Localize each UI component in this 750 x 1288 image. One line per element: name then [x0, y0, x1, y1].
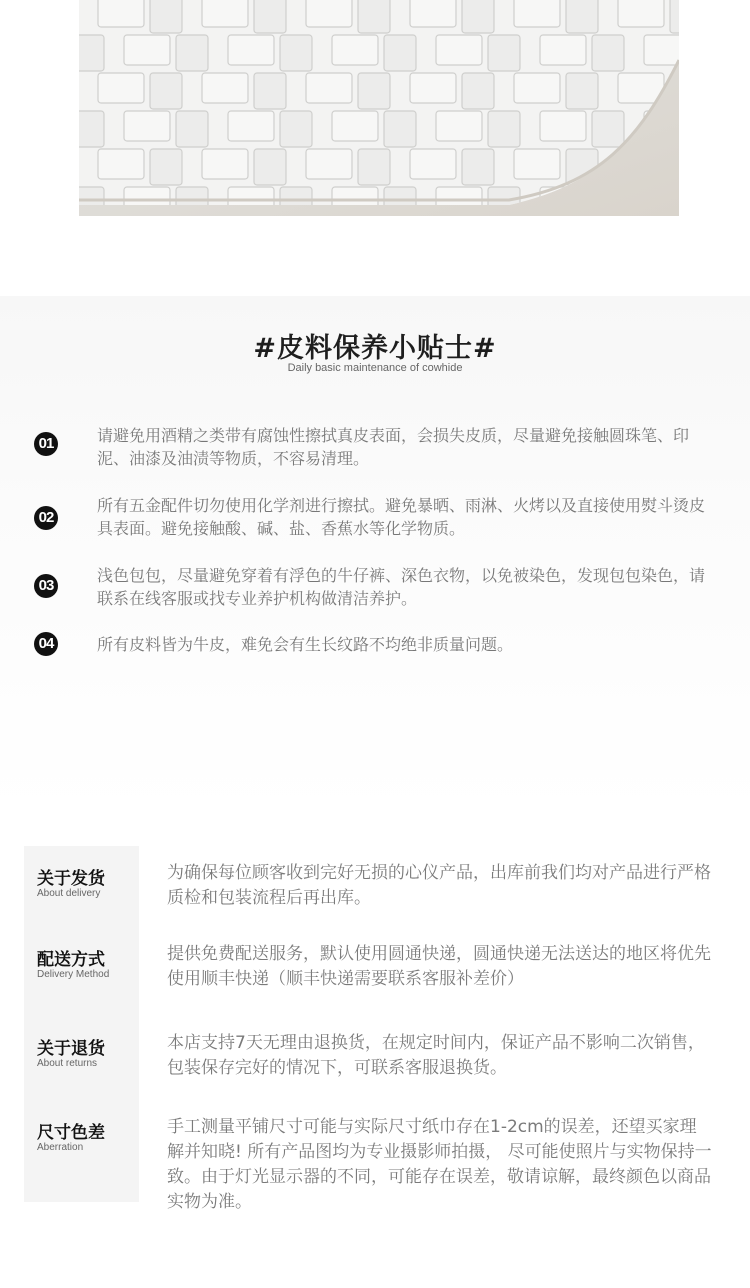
- store-policy-section: [0, 846, 750, 1286]
- policy-subtitle: About delivery: [37, 888, 101, 899]
- tip-number-badge: 04: [34, 632, 58, 656]
- policy-text: 本店支持7天无理由退换货，在规定时间内，保证产品不影响二次销售，包装保存完好的情况下，可联系客服退换货。: [167, 1033, 705, 1078]
- tip-text: 所有皮料皆为牛皮，难免会有生长纹路不均绝非质量问题。: [97, 635, 514, 654]
- care-title: #皮料保养小贴士#: [253, 333, 497, 364]
- care-subtitle: Daily basic maintenance of cowhide: [287, 362, 463, 374]
- policy-title: 尺寸色差: [37, 1123, 105, 1143]
- policy-text: 手工测量平铺尺寸可能与实际尺寸纸巾存在1-2cm的误差，还望买家理解并知晓! 所有产品图均为专业摄影师拍摄， 尽可能使照片与实物保持一致。由于灯光显示器的不同，可能存在误差，敬请谅解，最终颜色以商品实物为准。: [167, 1117, 712, 1212]
- tip-number-badge: 03: [34, 574, 58, 598]
- policy-title: 配送方式: [37, 950, 105, 970]
- tip-number-badge: 02: [34, 506, 58, 530]
- tip-text: 所有五金配件切勿使用化学剂进行擦拭。避免暴晒、雨淋、火烤以及直接使用熨斗烫皮具表面。避免接触酸、碱、盐、香蕉水等化学物质。: [97, 496, 706, 538]
- tip-number-badge: 01: [34, 432, 58, 456]
- policy-subtitle: Delivery Method: [37, 969, 110, 980]
- tip-text: 浅色包包，尽量避免穿着有浮色的牛仔裤、深色衣物，以免被染色，发现包包染色，请联系在线客服或找专业养护机构做清洁养护。: [97, 566, 706, 608]
- policy-title: 关于退货: [37, 1039, 105, 1059]
- policy-subtitle: Aberration: [37, 1142, 84, 1153]
- policy-title: 关于发货: [37, 869, 105, 889]
- tip-text: 请避免用酒精之类带有腐蚀性擦拭真皮表面，会损失皮质，尽量避免接触圆珠笔、印泥、油漆及油渍等物质，不容易清理。: [97, 426, 690, 468]
- policy-subtitle: About returns: [37, 1058, 98, 1069]
- leather-care-section: [0, 296, 750, 816]
- product-photo: [79, 0, 679, 216]
- woven-leather-image: [79, 0, 679, 216]
- policy-text: 提供免费配送服务，默认使用圆通快递，圆通快递无法送达的地区将优先使用顺丰快递（顺丰快递需要联系客服补差价）: [167, 944, 711, 989]
- policy-text: 为确保每位顾客收到完好无损的心仪产品，出库前我们均对产品进行严格质检和包装流程后再出库。: [167, 863, 711, 908]
